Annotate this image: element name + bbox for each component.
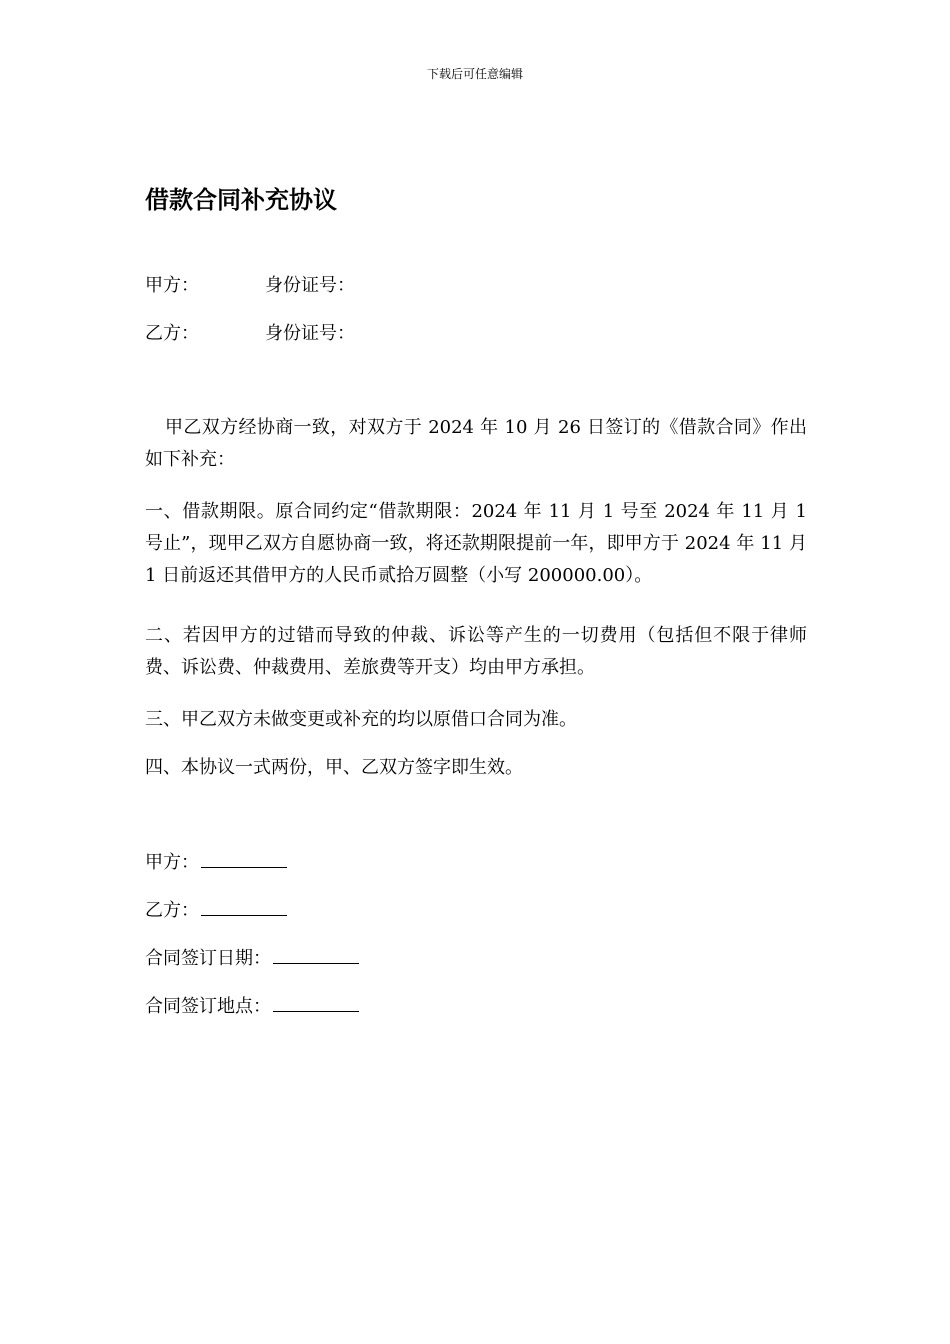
signing-place-row: [145, 993, 359, 1020]
signing-place-blank: [273, 993, 359, 1012]
party-b-label: 乙方：: [145, 323, 199, 344]
document-title: 借款合同补充协议: [145, 186, 337, 214]
signing-place-label: 合同签订地点：: [145, 996, 271, 1017]
clause-1-paragraph: 一、借款期限。原合同约定“借款期限：2024 年 11 月 1 号至 2024 年 11 月 1 号止”，现甲乙双方自愿协商一致，将还款期限提前一年，即甲方于 2024 年 11 月 1 日前返还其借甲方的人民币贰拾万圆整（小写 200000.00）。: [145, 501, 807, 586]
party-a-label: 甲方：: [145, 275, 199, 296]
signing-date-label: 合同签订日期：: [145, 948, 271, 969]
party-b-id-label: 身份证号：: [265, 323, 355, 344]
signature-party-a-blank: [201, 849, 287, 868]
intro-paragraph: 甲乙双方经协商一致，对双方于 2024 年 10 月 26 日签订的《借款合同》作出如下补充：: [145, 417, 807, 470]
signature-party-b-blank: [201, 897, 287, 916]
signing-date-blank: [273, 945, 359, 964]
clause-3-paragraph: 三、甲乙双方未做变更或补充的均以原借口合同为准。: [145, 709, 577, 730]
party-a-id-label: 身份证号：: [265, 275, 355, 296]
signature-party-b-label: 乙方：: [145, 900, 199, 921]
signature-party-b-row: [145, 897, 287, 924]
clause-2-paragraph: 二、若因甲方的过错而导致的仲裁、诉讼等产生的一切费用（包括但不限于律师费、诉讼费、仲裁费用、差旅费等开支）均由甲方承担。: [145, 625, 807, 678]
header-note: 下载后可任意编辑: [426, 67, 523, 81]
signing-date-row: [145, 945, 359, 972]
signature-party-a-row: [145, 849, 287, 876]
signature-party-a-label: 甲方：: [145, 852, 199, 873]
party-a-row: [145, 273, 355, 299]
clause-4-paragraph: 四、本协议一式两份，甲、乙双方签字即生效。: [145, 757, 523, 778]
party-b-row: [145, 321, 355, 347]
